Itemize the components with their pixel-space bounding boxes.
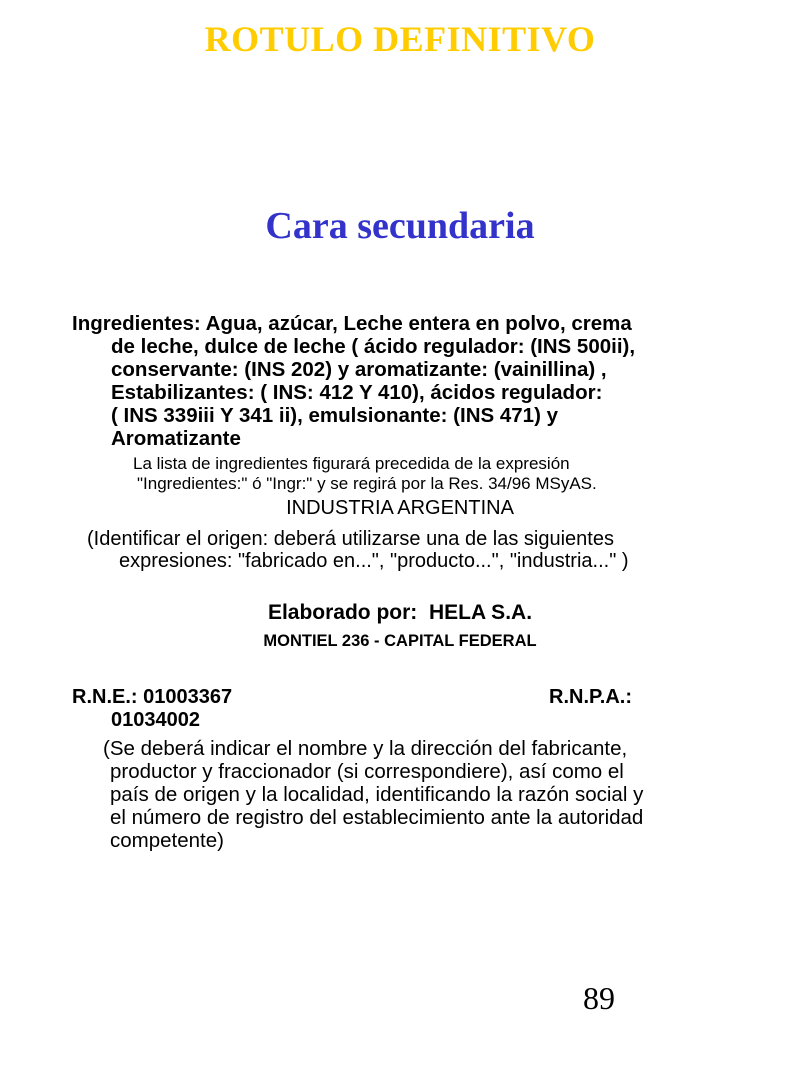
ingredients-line: conservante: (INS 202) y aromatizante: (vainillina) , — [111, 358, 607, 381]
origin-label: INDUSTRIA ARGENTINA — [286, 497, 514, 519]
manufacturer-name: Elaborado por: HELA S.A. — [267, 601, 533, 624]
manufacturer-note-line: (Se deberá indicar el nombre y la dirección del fabricante, — [103, 737, 628, 760]
manufacturer-note-line: competente) — [110, 829, 224, 852]
manufacturer-note-line: el número de registro del establecimiento ante la autoridad — [110, 806, 644, 829]
origin-note-line: expresiones: "fabricado en...", "producto...", "industria..." ) — [119, 550, 629, 572]
ingredients-line: Ingredientes: Agua, azúcar, Leche entera en polvo, crema — [72, 312, 632, 335]
rnpa-number: 01034002 — [111, 709, 200, 731]
manufacturer-note — [0, 737, 800, 852]
origin-note — [0, 528, 800, 572]
rnpa-label: R.N.P.A.: — [549, 686, 632, 708]
ingredients-line: Estabilizantes: ( INS: 412 Y 410), ácidos regulador: — [111, 381, 603, 404]
ingredients-line: ( INS 339iii Y 341 ii), emulsionante: (INS 471) y — [111, 404, 558, 427]
ingredients-block — [72, 312, 742, 450]
ingredients-note-line: La lista de ingredientes figurará precedida de la expresión — [133, 454, 570, 473]
manufacturer-note-line: país de origen y la localidad, identificando la razón social y — [110, 783, 644, 806]
ingredients-line: de leche, dulce de leche ( ácido regulador: (INS 500ii), — [111, 335, 636, 358]
ingredients-note-line: "Ingredientes:" ó "Ingr:" y se regirá por la Res. 34/96 MSyAS. — [137, 474, 597, 493]
page-title: ROTULO DEFINITIVO — [204, 19, 596, 59]
section-subtitle: Cara secundaria — [265, 205, 535, 247]
manufacturer-address: MONTIEL 236 - CAPITAL FEDERAL — [263, 632, 537, 650]
ingredients-line: Aromatizante — [111, 427, 241, 450]
rne-number: R.N.E.: 01003367 — [72, 686, 233, 708]
origin-note-line: (Identificar el origen: deberá utilizarse una de las siguientes — [87, 528, 614, 550]
ingredients-note — [0, 454, 800, 494]
page-number: 89 — [583, 980, 615, 1016]
manufacturer-note-line: productor y fraccionador (si correspondiere), así como el — [110, 760, 624, 783]
